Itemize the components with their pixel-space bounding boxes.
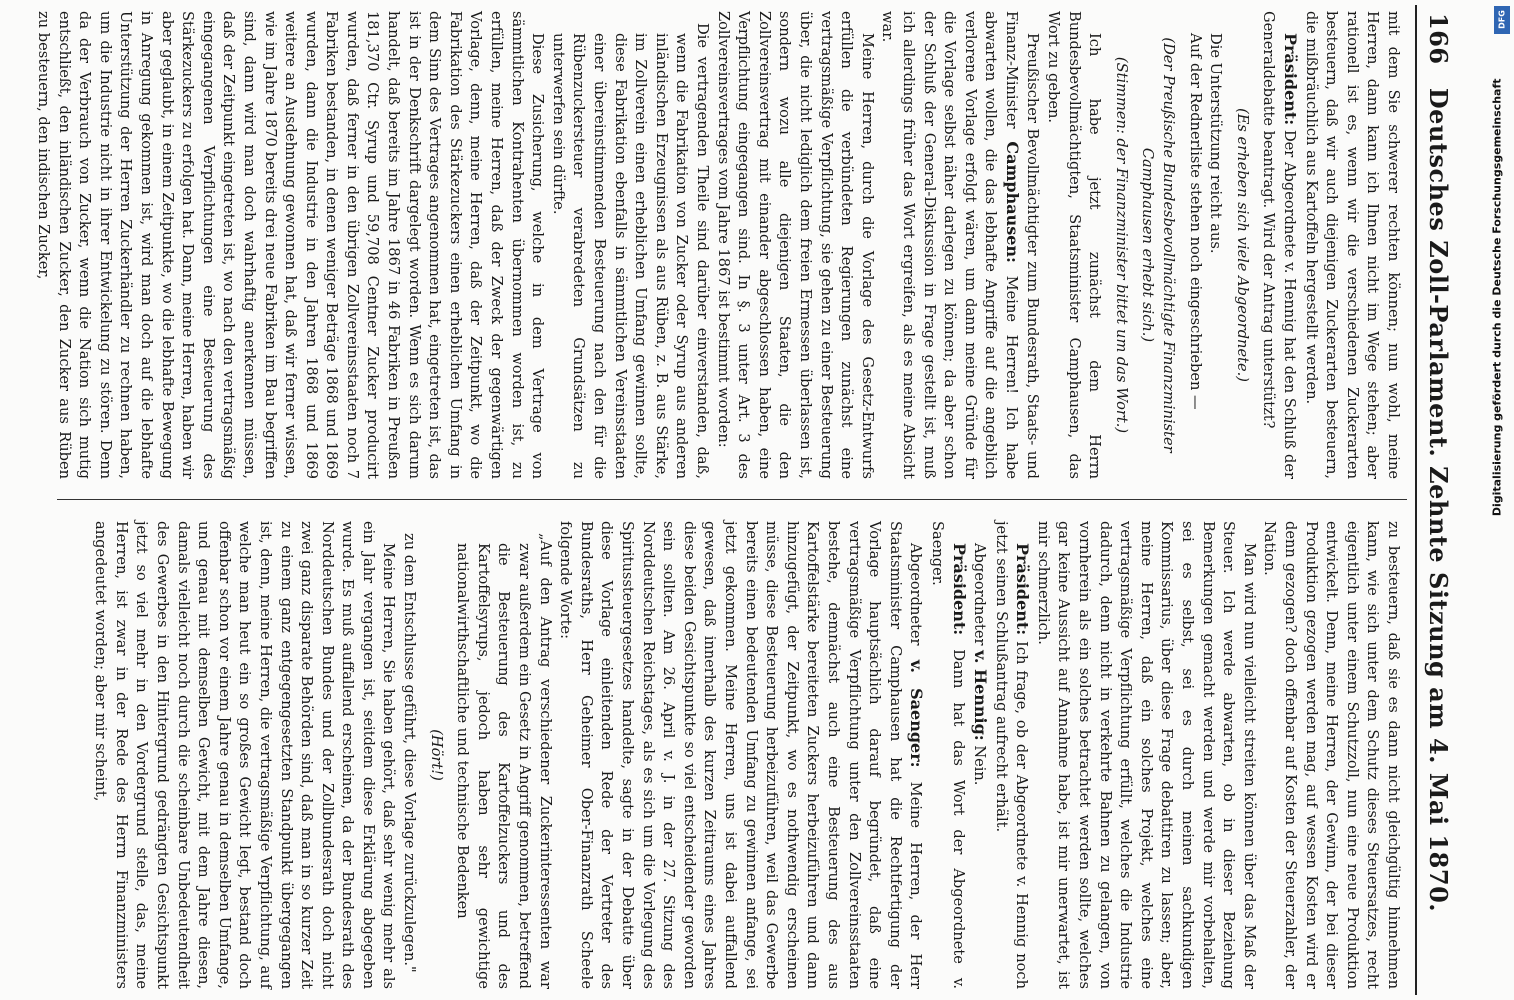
speech-text: Dann hat das Wort der Abgeordnete v. Saenger.	[928, 521, 967, 989]
speech-paragraph	[1258, 11, 1300, 479]
page-header	[1415, 5, 1457, 995]
speech-text: Ich frage, ob der Abgeordnete v. Hennig noch jetzt seinen Schlußantrag aufrecht erhält.	[992, 521, 1031, 989]
speech-text: Nein.	[971, 740, 989, 786]
body-paragraph: mit dem Sie schwerer rechten können; nun wohl, meine Herren, dann kann ich Ihnen nicht im Wege stehen; aber rationell ist es, wenn wir die verschiedenen Zuckerarten besteuern, daß wir auch diejenigen Zuckerarten besteuern, die mißbräuchlich aus Kartoffeln hergestellt werden.	[1302, 11, 1402, 479]
body-paragraph: Meine Herren, durch die Vorlage des Gesetz-Entwurfs erfüllen die verbündeten Regierungen zunächst eine vertragsmäßige Verpflichtung, sie gehen zu einer Besteuerung über, die nicht lediglich dem freien Ermessen überlassen ist, sondern wozu alle diejenigen Staaten, die den Zollvereinsvertrag mit einander abgeschlossen haben, eine Verpflichtung eingegangen sind. In §. 3 unter Art. 3 des Zollvereinsvertrages vom Jahre 1867 ist bestimmt worden:	[714, 11, 876, 479]
speech-text: Der Abgeordnete v. Hennig hat den Schluß der Generaldebatte beantragt. Wird der Antrag unterstützt?	[1260, 11, 1299, 479]
speech-paragraph	[969, 521, 991, 989]
speaker-name: Präsident:	[949, 543, 969, 636]
speech-text: Meine Herren, der Herr Staatsminister Camphausen hat die Rechtfertigung der Vorlage hauptsächlich darauf begründet, daß eine vertragsmäßige Verpflichtung unter den Zollvereinsstaaten bestehe, demnächst auch eine Besteuerung des aus Kartoffelstärke bereiteten Zuckers herbeizuführen und dann hinzugefügt, der Zeitpunkt, wo es nothwendig erscheinen müsse, diese Besteuerung herbeizuführen, weil das Gewerbe bereits einen bedeutenden Umfang zu gewinnen anfange, sei jetzt gekommen. Meine Herren, uns ist dabei auffallend gewesen, daß innerhalb des kurzen Zeitraums eines Jahres diese beiden Gesichtspunkte so viel entscheidender geworden sein sollten. Am 26. April v. J. in der 27. Sitzung des Norddeutschen Reichstages, als es sich um die Vorlegung des Spiritussteuergesetzes handelte, sagte in der Debatte über diese Vorlage einleitenden Rede der Vertreter des Bundesraths, Herr Geheimer Ober-Finanzrath Scheele folgende Worte:	[557, 521, 925, 989]
speaker-role: Preußischer Bevollmächtigter zum Bundesrath, Staats- und Finanz-Minister	[1002, 11, 1042, 479]
page-title: Deutsches Zoll-Parlament. Zehnte Sitzung am 4. Mai 1870.	[1424, 87, 1453, 913]
page-content	[37, 5, 1477, 995]
quoted-passage: Die vertragenden Theile sind darüber einverstanden, daß, wenn die Fabrikation von Zucker oder Syrup aus anderen inländischen Erzeugnissen als aus Rüben, z. B. aus Stärke, im Zollverein einen erheblichen Umfang gewinnen sollte, diese Fabrikation ebenfalls in sämmtlichen Vereinsstaaten einer übereinstimmenden Besteuerung nach den für die Rübenzuckersteuer verabredeten Grundsätzen zu unterwerfen sein dürfte.	[549, 23, 711, 479]
quoted-passage: zu dem Entschlusse geführt, diese Vorlage zurückzulegen."	[401, 533, 419, 973]
body-paragraph: Man wird nun vielleicht streiten können über das Maß der Steuer. Ich werde abwarten, ob in dieser Beziehung Bemerkungen gemacht werden und werde mir vorbehalten, sei es selbst, sei es durch meinen sachkundigen Kommissarius, über diese Frage debattiren zu lassen; aber, meine Herren, daß ein solches Projekt, welches eine vertragsmäßige Verpflichtung erfüllt, welches die Industrie dadurch, denn nicht in verkehrte Bahnen zu gelangen, von vornherein als ein solches betrachtet werden sollte, welches gar keine Aussicht auf Annahme habe, ist mir unerwartet, ist mir schmerzlich.	[1034, 521, 1258, 989]
speaker-role: Abgeordneter	[907, 543, 925, 660]
right-column	[53, 521, 1403, 989]
stage-direction: (Stimmen: der Finanzminister bittet um das Wort.)	[1112, 56, 1130, 434]
digitization-credit	[1490, 80, 1504, 920]
speech-text: Meine Herren! Ich habe abwarten wollen, die das lebhafte Angriffe auf die angeblich verlorene Vorlage erfolgt wären, um dann meine Gründe für die Vorlage selbst näher darlegen zu können; da aber schon der Schluß der General-Diskussion in Frage gestellt ist, muß ich allerdings früher das Wort ergreifen, als es meine Absicht war.	[879, 11, 1020, 479]
speech-paragraph	[926, 521, 968, 989]
speaker-name: v. Hennig:	[971, 650, 991, 741]
left-column	[35, 11, 1403, 479]
speech-paragraph	[555, 521, 927, 989]
speaker-name: Camphausen:	[1002, 141, 1022, 263]
body-paragraph: Die Unterstützung reicht aus.	[1207, 33, 1225, 254]
stage-direction: (Der Preußische Bundesbevollmächtigte Finanzminister Camphausen erhebt sich.)	[1139, 37, 1178, 453]
dfg-logo	[1494, 6, 1510, 34]
speech-paragraph	[877, 11, 1043, 479]
body-paragraph: Diese Zusicherung, welche in dem Vertrage von sämmtlichen Kontrahenten übernommen worden ist, zu erfüllen, meine Herren, daß der Zweck der gegenwärtigen Vorlage, denn, meine Herren, daß der Zeitpunkt, wo die Fabrikation des Stärkezuckers einen erheblichen Umfang in dem Sinn des Vertrages angenommen hat, eingetreten ist, das ist in der Denkschrift dargelegt worden. Wenn es sich darum handelt, daß bereits im Jahre 1867 in 46 Fabriken in Preußen 181,370 Ctr. Syrup und 59,708 Centner Zucker producirt wurden, daß ferner in den übrigen Zollvereinsstaaten noch 7 Fabriken bestanden, in denen weniger Beträge 1868 und 1869 wurden, dann die Industrie in den Jahren 1868 und 1869 weitere an Ausdehnung gewonnen hat, daß wir ferner wissen, wie im Jahre 1870 bereits drei neue Fabriken im Bau begriffen sind, dann wird man doch wahrhaftig anerkennen müssen, daß der Zeitpunkt eingetreten ist, wo nach den vertragsmäßig eingegangenen Verpflichtungen eine Besteuerung des Stärkezuckers zu erfolgen hat. Dann, meine Herren, haben wir aber geglaubt, in einem Zeitpunkte, wo die lebhafte Bewegung in Anregung gekommen ist, wird man doch auf die lebhafte Unterstützung der Herren Zuckerhändler zu rechnen haben, um die Industrie nicht in ihrer Entwickelung zu stören. Denn da der Verbrauch von Zucker, wenn die Nation sich mutig entschließt, den inländischen Zucker, den Zucker aus Rüben zu besteuern, den indischen Zucker,	[35, 11, 547, 479]
speaker-name: Präsident:	[1281, 33, 1301, 126]
page-number: 166	[1424, 13, 1453, 65]
body-paragraph: zu besteuern, daß sie es dann nicht gleichgültig hinnehmen kann, wie sich unter dem Schutz dieses Steuersatzes, recht eigentlich unter einem Schutzzoll, nun eine neue Produktion entwickelt. Denn, meine Herren, der Gewinn, der bei dieser Produktion gezogen werden mag, auf wessen Kosten wird er denn gezogen? doch offenbar auf Kosten der Steuerzahler, der Nation.	[1261, 521, 1402, 989]
dfg-logo-text: DFG	[1497, 10, 1507, 29]
column-divider	[57, 499, 1407, 500]
speaker-name: v. Saenger:	[907, 659, 927, 768]
stage-direction: (Hört!)	[427, 729, 445, 781]
body-paragraph: Auf der Rednerliste stehen noch eingeschrieben —	[1186, 33, 1204, 410]
body-paragraph: Meine Herren, Sie haben gehört, daß sehr wenig mehr als ein Jahr vergangen ist, seitdem diese Erklärung abgegeben wurde. Es muß auffallend erscheinen, da der Bundesrath des Norddeutschen Bundes und der Zollbundesrath doch nicht zwei ganz disparate Behörden sind, daß man in so kurzer Zeit zu einem ganz entgegengesetzten Standpunkt übergegangen ist, denn, meine Herren, die vertragsmäßige Verpflichtung, auf welche man heut ein so großes Gewicht legt, bestand doch offenbar schon vor einem Jahre genau in demselben Umfange, und genau mit demselben Gewicht, mit dem Jahre diesen, damals vielleicht noch durch die scheinbare Unbedeutendheit des Gewerbes in den Hintergrund gedrängten Gesichtspunkt jetzt so viel mehr in den Vordergrund stelle, das, meine Herren, ist zwar in der Rede des Herrn Finanzministers angedeutet worden; aber mir scheint,	[92, 521, 398, 989]
quoted-passage: „Auf den Antrag verschiedener Zuckerinteressenten war zwar außerdem ein Gesetz in Angriff genommen, betreffend die Besteuerung des Kartoffelzuckers und des Kartoffelsyrups, jedoch haben sehr gewichtige nationalwirthschaftliche und technische Bedenken	[454, 533, 554, 989]
stage-direction: (Es erheben sich viele Abgeordnete.)	[1233, 108, 1251, 382]
body-paragraph: Ich habe jetzt zunächst dem Herrn Bundesbevollmächtigten, Staatsminister Camphausen, das Wort zu geben.	[1045, 11, 1104, 479]
speech-paragraph	[990, 521, 1032, 989]
credit-text: Digitalisierung gefördert durch die Deutsche Forschungsgemeinschaft	[1490, 78, 1504, 517]
speaker-name: Präsident:	[1013, 543, 1033, 636]
speaker-role: Abgeordneter	[971, 543, 989, 651]
